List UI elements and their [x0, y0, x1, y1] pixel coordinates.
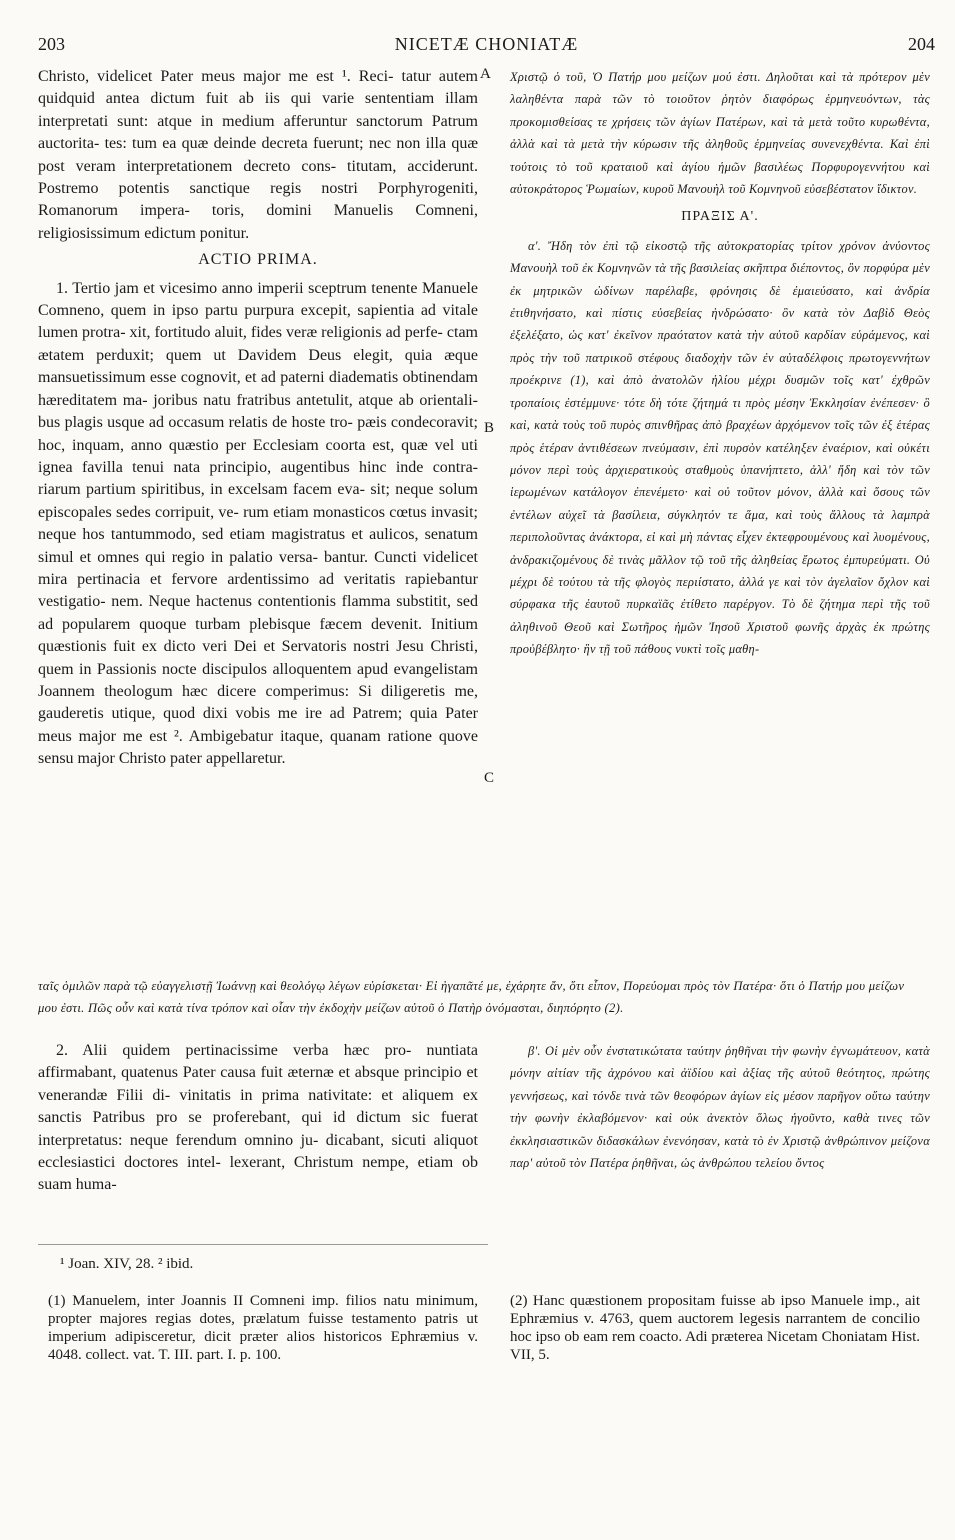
- footnote-1: (1) Manuelem, inter Joannis II Comneni imp. filios natu minimum, propter majores regias dotes, prælatum fuisse testamento patris ut imperium adipisceretur, dicit præter alios historicos Ephræmius v. 4048. collect. vat. T. III. part. I. p. 100.: [48, 1293, 478, 1363]
- latin-section-2: 2. Alii quidem pertinacissime verba hæc pro- nuntiata affirmabant, quatenus Pater causa fuit æternæ et absque principio et venerandæ Filii di- vinitatis in prima nativitate: et aliquem ex sanctis Patribus pro se proferebant, qui id dictum sic fuerat interpretatus: neque ferendum omnino ju- dicabant, sicuti aliquot ecclesiastici doctores intel- lexerant, Christum nempe, etiam ob suam huma-: [38, 1042, 478, 1194]
- latin-column: [38, 66, 478, 771]
- margin-letter-b: B: [484, 420, 495, 436]
- footnote-2: (2) Hanc quæstionem propositam fuisse ab ipso Manuele imp., ait Ephræmius v. 4763, quem auctorem legesis narrantem de concilio hoc ipso ob eam rem coacto. Adi præterea Nicetam Choniatam Hist. VII, 5.: [510, 1293, 920, 1363]
- running-title: NICETÆ CHONIATÆ: [394, 34, 579, 54]
- greek-column: [510, 66, 930, 661]
- page-number-left: 203: [38, 34, 65, 54]
- latin-heading: ACTIO PRIMA.: [198, 251, 318, 269]
- scripture-references: ¹ Joan. XIV, 28. ² ibid.: [60, 1256, 194, 1272]
- greek-section-2: β'. Οἱ μὲν οὖν ἐνστατικώτατα ταύτην ῥηθῆναι τὴν φωνὴν ἐγνωμάτευον, κατὰ μόνην αἰτίαν τῆς ἀχρόνου καὶ ἀϊδίου καὶ ἀξίας τῆς αὐτοῦ θεότητος, πρώτης γεννήσεως, καὶ τόνδε τινὰ τῶν θεοφόρων ἁγίων εἰς μέσον παρῆγον οὕτω ταύτην τὴν φωνὴν ἐκλαβόμενον· καὶ οὐκ ἀνεκτὸν ὅλως ἡγοῦντο, καθὰ τινες τῶν ἐκκλησιαστικῶν διδασκάλων ἐνενόησαν, κατὰ τὸ ἐν Χριστῷ ἀνθρώπινον μείζονα παρ' αὐτοῦ τὸν Πατέρα ῥηθῆναι, ὡς ἀνθρώπου τελείου ὄντος: [510, 1044, 930, 1171]
- greek-fullwidth-line: ταῖς ὁμιλῶν παρὰ τῷ εὐαγγελιστῇ Ἰωάννῃ καὶ θεολόγῳ λέγων εὑρίσκεται· Εἰ ἠγαπᾶτέ με, ἐχάρητε ἄν, ὅτι εἶπον, Πορεύομαι πρὸς τὸν Πατέρα· ὅτι ὁ Πατήρ μου μείζων μου ἐστι. Πῶς οὖν καὶ κατὰ τίνα τρόπον καὶ οἷαν τὴν ἐκδοχὴν μείζων αὐτοῦ ὁ Πατὴρ ὀνόμασται, διηπόρητο (2).: [38, 979, 905, 1015]
- page-number-right: 204: [908, 34, 935, 54]
- margin-letter-a: A: [480, 66, 491, 82]
- margin-letter-c: C: [484, 770, 495, 786]
- greek-intro: Χριστῷ ὁ τοῦ, Ὁ Πατήρ μου μείζων μού ἐστι. Δηλοῦται καὶ τὰ πρότερον μὲν λαληθέντα παρὰ τῶν τὸ τοιοῦτον ῥητὸν διαφόρως ἑρμηνευόντων, τὰς προκομισθείσας τε χρήσεις τῶν ἁγίων Πατέρων, καὶ τὰ μετὰ τοῦτο κυρωθέντα, ἀλλὰ καὶ τὰ μετὰ τὴν κύρωσιν τῆς ἀληθοῦς ἑρμηνείας συνενεχθέντα. Καὶ ἐπὶ τούτοις τὸ τοῦ κραταιοῦ καὶ ἁγίου ἡμῶν βασιλέως Πορφυρογεννήτου καὶ αὐτοκράτορος Ῥωμαίων, κυροῦ Μανουὴλ τοῦ Κομνηνοῦ εὐσεβέστατον ἴδικτον.: [510, 70, 930, 197]
- greek-column-continued: [510, 1040, 930, 1174]
- latin-column-continued: [38, 1040, 478, 1197]
- greek-section-1: α'. Ἤδη τὸν ἐπὶ τῷ εἰκοστῷ τῆς αὐτοκρατορίας τρίτον χρόνον ἀνύοντος Μανουὴλ τοῦ ἐκ Κομνηνῶν τὰ τῆς βασιλείας σκῆπτρα διέποντος, ὃν πορφύρα μὲν ἐκ μητρικῶν ὠδίνων παρέλαβε, φρόνησις δὲ ἐμαιεύσατο, καὶ ἀνδρία ἐτιθηνήσατο, καὶ πίστις εὐσεβείας ἠνδρώσατο· ὃν κατὰ τὸν Δαβὶδ Θεὸς ἐξελέξατο, ὡς κατ' ἐκεῖνον πραότατον κατὰ τὴν αὐτοῦ καρδίαν εὑράμενος, καὶ πρὸς τὴν τοῦ πατρικοῦ στέφους διαδοχὴν τῶν ἐν αὐταδέλφοις πρωτογεννήτων προέκρινε (1), καὶ ἀπὸ ἀνατολῶν ἡλίου μέχρι δυσμῶν τοῖς κατ' ἐχθρῶν τροπαίοις ἐστέμμυνε· τότε δὴ τότε ζήτημά τι πρὸς μέσην Ἐκκλησίαν ἐνέπεσεν· ὃ καὶ, κατὰ τοὺς τοῦ πυρὸς σπινθῆρας ἀπὸ βραχέων ἀρχόμενον τοῖς τῶν ἐξ ἑτέρας πρὸς ἑτέραν ἀντιθέσεων πνεύμασιν, ἐπὶ πυρσὸν κατέληξεν ἐναέριον, καὶ οὐκέτι μόνον περὶ τοὺς ἀρχιερατικοὺς σταθμοὺς ὑπανήπτετο, ἀλλ' ἤδη καὶ τὸν τῶν ἱερωμένων κατάλογον ἐπενέμετο· καὶ οὐ τοῦτον μόνον, ἀλλὰ καὶ ὅσους τῶν ἐντέλων αὐχεῖ τὰ βασίλεια, σύγκλητόν τε ἅμα, καὶ τοὺς ἄλλους τὰ λαμπρὰ περιπολοῦντας ἀνάκτορα, εἰ καὶ μὴ πάντας εἶχεν ἐκτεφρουμένους καὶ λυομένους, ἀνδρακιζομένους δὲ τινὰς μᾶλλον τῷ τοῦ τῆς ἀληθείας ἔρωτος ἐμπυρεύματι. Οὐ μέχρι δὲ τούτου τὰ τῆς φλογὸς περιίστατο, ἀλλά γε καὶ τὸν ἀγελαῖον ὄχλον καὶ σύρφακα τῆς ἑαυτοῦ πυρκαϊᾶς ἐτίθετο παρέργον. Τὸ δὲ ζήτημα περὶ τῆς τοῦ ἀληθινοῦ Θεοῦ καὶ Σωτῆρος ἡμῶν Ἰησοῦ Χριστοῦ φωνῆς ἀρχὰς ἐκ πρώτης προὐβέβλητο· ἣν τῇ τοῦ πάθους νυκτὶ τοῖς μαθη-: [510, 238, 930, 657]
- latin-intro: Christo, videlicet Pater meus major me est ¹. Reci- tatur autem quidquid antea dictum fuit ab iis qui varie sententiam illam interpretati sunt: atque in medium afferuntur sanctorum Patrum auctorita- tes: tum ea quæ deinde decreta fuerunt; nec non illa quæ post veram interpretationem decreto cons- titutam, acciderunt. Postremo potentis sanctique regis nostri Porphyrogeniti, Romanorum impera- toris, domini Manuelis Comneni, religiosissimum edictum ponitur.: [38, 68, 478, 242]
- running-header: [38, 34, 935, 58]
- greek-heading: ΠΡΑΞΙΣ Α'.: [681, 209, 759, 225]
- latin-section-1: 1. Tertio jam et vicesimo anno imperii sceptrum tenente Manuele Comneno, quem in ipso partu purpura excepit, sapientia ad vitale lumen protra- xit, fortitudo aluit, fides veræ religionis ad perfe- ctam ætatem perduxit; quem ut Davidem Deus elegit, quia æque mansuetissimum esse cognovit, et ad paterni diadematis obtinendam hæreditatem ma- joribus natu fratribus antetulit, atque ab orientali- bus plagis usque ad occasum relatis de hoste tro- pæis condecoravit; hoc, inquam, anno quæstio per Ecclesiam coorta est, quæ vel uti ignea favilla tenui nata principio, augentibus hinc inde contra- riarum partium spiritibus, in excelsam facem eva- sit; neque solum episcopales sedes corripuit, ve- rum etiam monasticos cœtus invasit; neque hos tantummodo, sed etiam magistratus et aulicos, senatum simul et omnes qui regio in palatio versa- bantur. Cuncti videlicet mira pertinacia et fervore ardentissimo ad veritatis rapiebantur vestigatio- nem. Neque hactenus contentionis flamma substitit, sed ad popularem quoque turbam plebisque fæcem devenit. Initium quæstionis fuit ex dicto veri Dei et Servatoris nostri Jesu Christi, quem in Passionis nocte discipulos alloquentem apud evangelistam Joannem theologum hæc dicere comperimus: Si diligeretis me, gauderetis utique, quod dixi vobis me ire ad Patrem; quia Pater meus major me est ². Ambigebatur itaque, quanam ratione quove sensu major Christo pater appellaretur.: [38, 279, 478, 768]
- footnote-rule: [38, 1244, 488, 1245]
